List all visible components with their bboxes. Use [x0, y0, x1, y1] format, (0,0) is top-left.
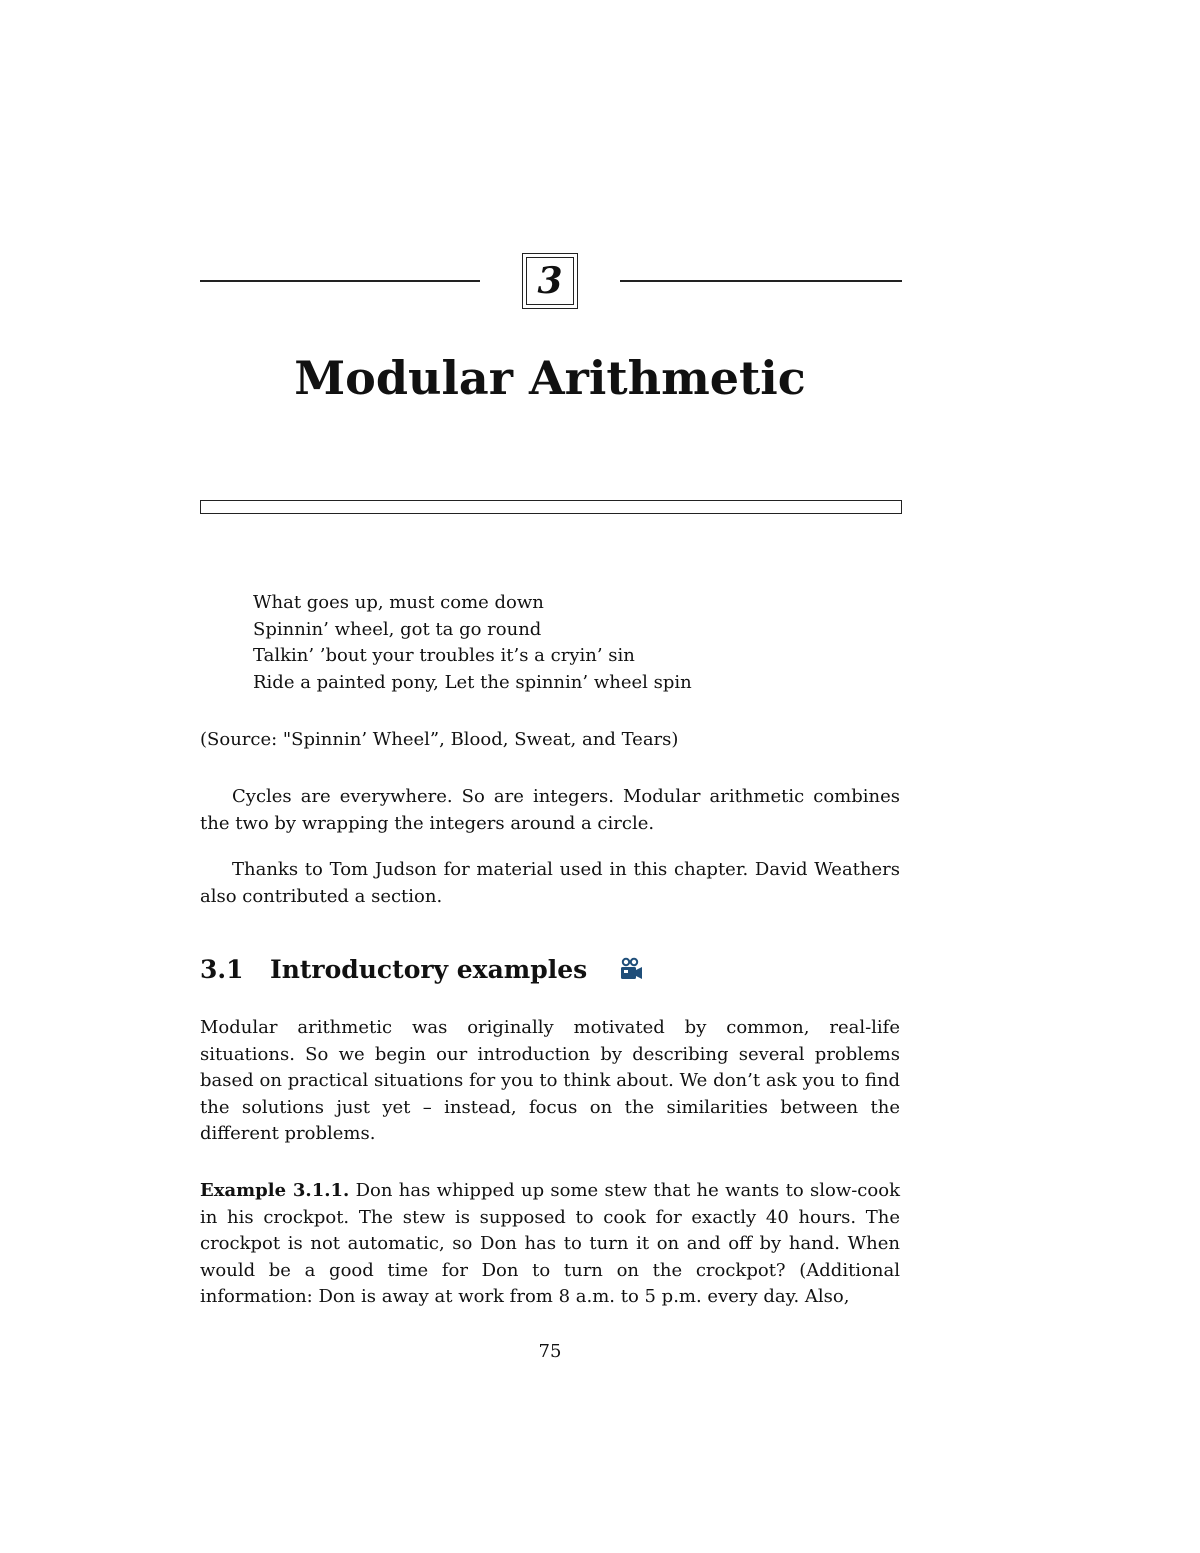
section-heading — [200, 952, 643, 988]
intro-paragraph: Cycles are everywhere. So are integers. Modular arithmetic combines the two by wrapping the integers around a circle. — [200, 786, 900, 834]
epigraph-line: Spinnin’ wheel, got ta go round — [253, 618, 542, 640]
epigraph-source: (Source: "Spinnin’ Wheel”, Blood, Sweat, and Tears) — [200, 729, 679, 750]
section-title: Introductory examples — [270, 955, 588, 984]
epigraph-line: Talkin’ ’bout your troubles it’s a cryin’ sin — [253, 645, 635, 666]
page-number: 75 — [538, 1341, 562, 1362]
chapter-number: 3 — [526, 257, 574, 305]
chapter-rule-right — [620, 280, 902, 282]
epigraph — [253, 590, 692, 696]
title-underline-bar — [200, 500, 902, 514]
section-number: 3.1 — [200, 955, 244, 984]
section-paragraph: Modular arithmetic was originally motivated by common, real-life situations. So we begin our introduction by describing several problems based on practical situations for you to think about. We don’t ask you to find the solutions just yet – instead, focus on the similarities between the different problems. — [200, 1017, 900, 1144]
epigraph-line: Ride a painted pony, Let the spinnin’ wheel spin — [253, 671, 692, 693]
example-label: Example 3.1.1. — [200, 1180, 350, 1201]
example-text: Don has whipped up some stew that he wants to slow-cook in his crockpot. The stew is supposed to cook for exactly 40 hours. The crockpot is not automatic, so Don has to turn it on and off by hand. When would be a good time for Don to turn on the crockpot? (Additional information: Don is away at work from 8 a.m. to 5 p.m. every day. Also, — [200, 1180, 900, 1307]
epigraph-line: What goes up, must come down — [253, 592, 544, 613]
video-camera-icon[interactable] — [619, 957, 643, 983]
example-paragraph — [200, 1178, 900, 1311]
chapter-rule-left — [200, 280, 480, 282]
chapter-number-box — [522, 253, 578, 309]
chapter-title: Modular Arithmetic — [294, 351, 806, 405]
acknowledgement-paragraph: Thanks to Tom Judson for material used in this chapter. David Weathers also contributed a section. — [200, 859, 900, 907]
